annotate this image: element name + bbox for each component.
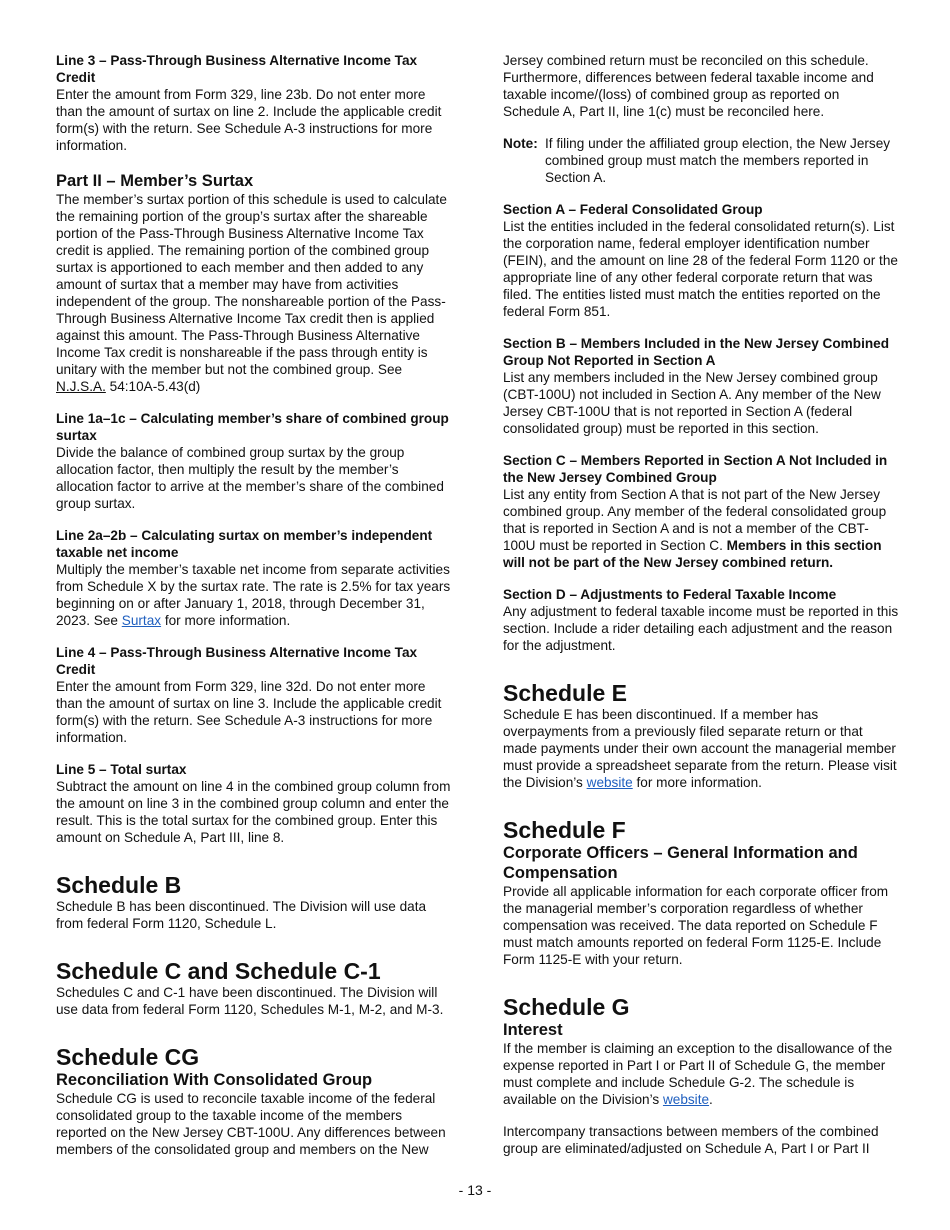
part2-text: The member’s surtax portion of this schedule is used to calculate the remaining portion of the group’s surtax after the shareable portion of the Pass-Through Business Alternative Income Tax credit is applied. The remaining portion of the combined group surtax is apportioned to each member and then added to any amount of surtax that a member may have from activities independent of the group. The nonshareable portion of the Pass-Through Business Alternative Income Tax credit then is applied against this amount. The Pass-Through Business Alternative Income Tax credit is nonshareable if the pass through entity is unitary with the member but not the combined group. See bbox=[56, 192, 447, 377]
schedule-cg-continued: Jersey combined return must be reconciled on this schedule. Furthermore, differences between federal taxable income and taxable income/(loss) of combined group as reported on Schedule A, Part II, line 1(c) must be reconciled here. bbox=[503, 53, 874, 119]
njsa-ref: N.J.S.A. bbox=[56, 379, 106, 394]
note-label: Note: bbox=[503, 136, 538, 151]
schedule-cg-subtitle: Reconciliation With Consolidated Group bbox=[56, 1071, 373, 1089]
section-d-heading: Section D – Adjustments to Federal Taxable Income bbox=[503, 587, 837, 602]
surtax-link[interactable]: Surtax bbox=[121, 613, 162, 628]
schedule-g-title: Schedule G bbox=[503, 994, 630, 1020]
schedule-f-title: Schedule F bbox=[503, 817, 626, 843]
schedule-f-subtitle: Corporate Officers – General Information and Compensation bbox=[503, 844, 858, 882]
section-c-bold: Members in this section will not be part of the New Jersey combined return. bbox=[503, 538, 882, 570]
schedule-f-body: Provide all applicable information for each corporate officer from the managerial member’s corporation regardless of whether compensation was received. The data reported on Schedule F must match amounts reported on federal Form 1125-E. Include Form 1125-E with your return. bbox=[503, 884, 889, 967]
schedule-e-text: Schedule E has been discontinued. If a member has overpayments from a previously filed separate return or that made payments under their own account the managerial member must provide a spreadsheet separate from the return. Please visit the Division’s bbox=[503, 707, 897, 790]
line2-tail: for more information. bbox=[161, 613, 291, 628]
line5-body: Subtract the amount on line 4 in the combined group column from the amount on line 3 in the combined group column and enter the result. This is the total surtax for the combined group. Enter this amount on Schedule A, Part III, line 8. bbox=[56, 779, 451, 845]
njsa-ref-tail: 54:10A-5.43(d) bbox=[105, 379, 201, 394]
section-b-body: List any members included in the New Jersey combined group (CBT-100U) not included in Section A. Any member of the New Jersey CBT-100U that is not reported in Section A (federal consolidated group) must be reported in this section. bbox=[503, 370, 881, 436]
schedule-c-title: Schedule C and Schedule C-1 bbox=[56, 958, 381, 984]
part2-heading: Part II – Member’s Surtax bbox=[56, 172, 254, 190]
schedule-c-body: Schedules C and C-1 have been discontinued. The Division will use data from federal Form 1120, Schedules M-1, M-2, and M-3. bbox=[56, 985, 444, 1017]
schedule-cg-title: Schedule CG bbox=[56, 1044, 200, 1070]
note-text: If filing under the affiliated group election, the New Jersey combined group must match the members reported in Section A. bbox=[545, 136, 891, 185]
schedule-e-website-link[interactable]: website bbox=[586, 775, 633, 790]
section-c-body bbox=[503, 486, 899, 571]
schedule-e-tail: for more information. bbox=[632, 775, 762, 790]
schedule-e-body bbox=[503, 706, 899, 791]
line3-body: Enter the amount from Form 329, line 23b. Do not enter more than the amount of surtax on line 2. Include the applicable credit form(s) with the return. See Schedule A-3 instructions for more information. bbox=[56, 87, 442, 153]
right-column bbox=[503, 52, 899, 1157]
schedule-cg-body: Schedule CG is used to reconcile taxable income of the federal consolidated group to the taxable income of the members reported on the New Jersey CBT-100U. Any differences between members of the consolidated group and members on the New bbox=[56, 1091, 446, 1157]
line2-text: Multiply the member’s taxable net income from separate activities from Schedule X by the surtax rate. The rate is 2.5% for tax years beginning on or after January 1, 2018, through December 31, 2023. See bbox=[56, 562, 451, 628]
page-number: - 13 - bbox=[458, 1182, 492, 1198]
line1-heading: Line 1a–1c – Calculating member’s share of combined group surtax bbox=[56, 411, 449, 443]
section-b-heading: Section B – Members Included in the New Jersey Combined Group Not Reported in Section A bbox=[503, 336, 890, 368]
line3-heading: Line 3 – Pass-Through Business Alternative Income Tax Credit bbox=[56, 53, 418, 85]
line2-heading: Line 2a–2b – Calculating surtax on member’s independent taxable net income bbox=[56, 528, 433, 560]
schedule-e-title: Schedule E bbox=[503, 680, 627, 706]
schedule-g-website-link[interactable]: website bbox=[662, 1092, 710, 1107]
schedule-g-tail: . bbox=[709, 1092, 713, 1107]
note-block bbox=[503, 135, 899, 186]
line2-body bbox=[56, 561, 452, 629]
left-column bbox=[56, 52, 452, 1158]
section-a-body: List the entities included in the federal consolidated return(s). List the corporation name, federal employer identification number (FEIN), and the amount on line 28 of the federal Form 1120 or the appropriate line of any other federal corporate return that was filed. The entities listed must match the entities reported on the federal Form 851. bbox=[503, 219, 898, 319]
schedule-b-body: Schedule B has been discontinued. The Division will use data from federal Form 1120, Schedule L. bbox=[56, 899, 427, 931]
section-a-heading: Section A – Federal Consolidated Group bbox=[503, 202, 763, 217]
schedule-g-body bbox=[503, 1040, 899, 1108]
line4-heading: Line 4 – Pass-Through Business Alternative Income Tax Credit bbox=[56, 645, 418, 677]
section-c-text: List any entity from Section A that is not part of the New Jersey combined group. Any member of the federal consolidated group that is reported in Section A and is not a member of the CBT-100U must be reported in Section C. bbox=[503, 487, 887, 553]
section-c-heading: Section C – Members Reported in Section A Not Included in the New Jersey Combined Group bbox=[503, 453, 888, 485]
section-d-body: Any adjustment to federal taxable income must be reported in this section. Include a rider detailing each adjustment and the reason for the adjustment. bbox=[503, 604, 899, 653]
schedule-g-subtitle: Interest bbox=[503, 1021, 563, 1039]
schedule-b-title: Schedule B bbox=[56, 872, 182, 898]
line4-body: Enter the amount from Form 329, line 32d. Do not enter more than the amount of surtax on line 3. Include the applicable credit form(s) with the return. See Schedule A-3 instructions for more information. bbox=[56, 679, 442, 745]
schedule-g-body2: Intercompany transactions between members of the combined group are eliminated/adjusted on Schedule A, Part I or Part II bbox=[503, 1124, 879, 1156]
part2-body bbox=[56, 191, 452, 395]
line5-heading: Line 5 – Total surtax bbox=[56, 762, 187, 777]
schedule-g-text: If the member is claiming an exception to the disallowance of the expense reported in Part I or Part II of Schedule G, the member must complete and include Schedule G-2. The schedule is available on the Division’s bbox=[503, 1041, 893, 1107]
line1-body: Divide the balance of combined group surtax by the group allocation factor, then multiply the result by the member’s allocation factor to arrive at the member’s share of the combined group surtax. bbox=[56, 445, 444, 511]
